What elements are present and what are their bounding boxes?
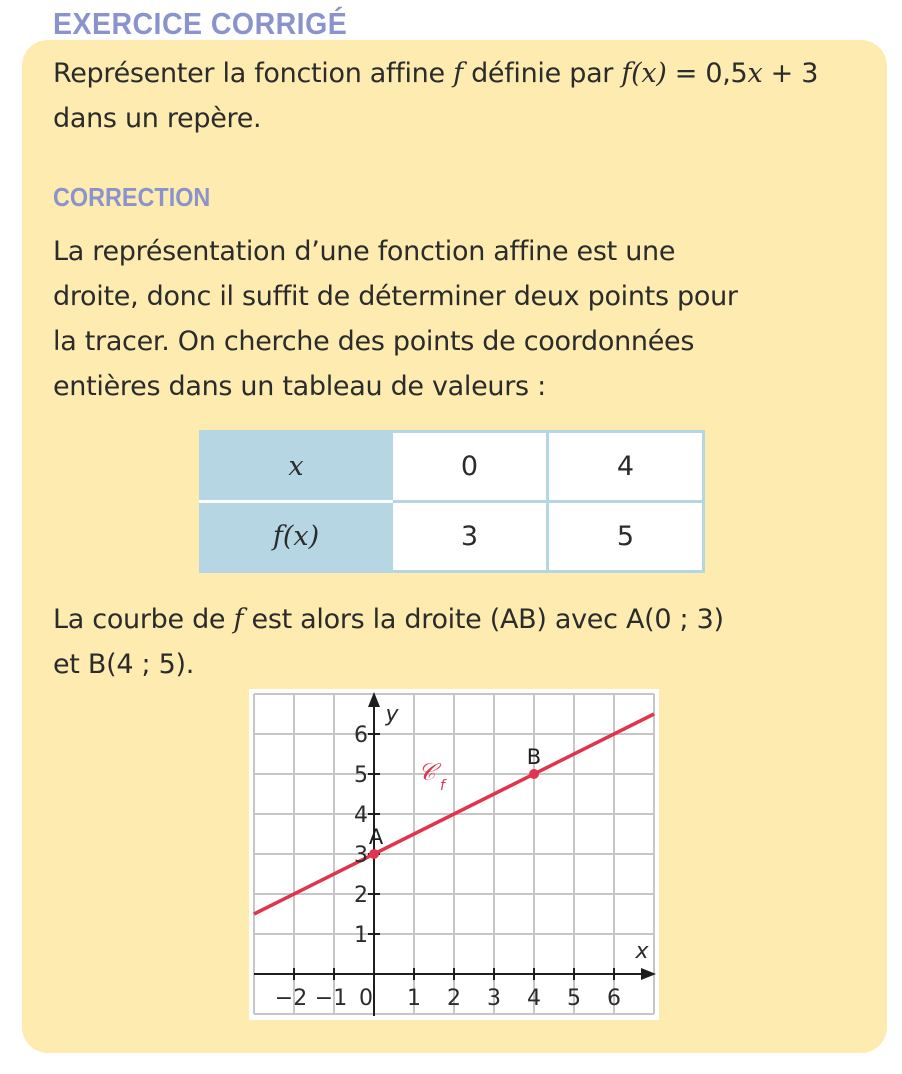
graph-frame bbox=[249, 689, 659, 1020]
x-tick-label: −2 bbox=[274, 986, 308, 1011]
point-b bbox=[529, 769, 539, 779]
table-cell: 5 bbox=[548, 502, 704, 572]
point-label-b: B bbox=[526, 745, 542, 769]
table-cell: 3 bbox=[392, 502, 548, 572]
table-header-x: x bbox=[201, 432, 392, 502]
x-tick-label: −1 bbox=[314, 986, 348, 1011]
correction-line: entières dans un tableau de valeurs : bbox=[53, 371, 546, 402]
x-tick-label: 2 bbox=[447, 986, 461, 1011]
y-tick-label: 3 bbox=[354, 843, 368, 868]
y-tick-label: 4 bbox=[354, 803, 368, 828]
point-a bbox=[369, 849, 379, 859]
x-tick-label: 6 bbox=[607, 986, 621, 1011]
point-label-a: A bbox=[368, 825, 384, 849]
x-axis-label: x bbox=[635, 939, 649, 964]
grid bbox=[254, 694, 654, 1014]
y-tick-label: 6 bbox=[354, 723, 368, 748]
table-cell: 4 bbox=[548, 432, 704, 502]
exercise-statement-line2: dans un repère. bbox=[53, 103, 262, 134]
y-tick-label: 2 bbox=[354, 883, 368, 908]
statement-text: = 0,5 bbox=[666, 58, 748, 89]
conclusion-line2: et B(4 ; 5). bbox=[53, 649, 194, 680]
x-tick-label: 5 bbox=[567, 986, 581, 1011]
conclusion bbox=[53, 598, 724, 642]
statement-text: Représenter la fonction affine bbox=[53, 58, 454, 89]
function-expression: f(x) bbox=[621, 58, 667, 89]
function-name: f bbox=[233, 604, 244, 635]
y-tick-label: 1 bbox=[354, 923, 368, 948]
labels bbox=[275, 702, 650, 1011]
table-row-fx bbox=[201, 502, 704, 572]
conclusion-text: La courbe de bbox=[53, 604, 234, 635]
x-tick-label: 0 bbox=[359, 986, 373, 1011]
function-name: f bbox=[453, 58, 463, 89]
curve-label: 𝒞 bbox=[418, 758, 436, 786]
x-tick-label: 4 bbox=[527, 986, 541, 1011]
correction-line: droite, donc il suffit de déterminer deux points pour bbox=[53, 281, 738, 312]
table-header-fx: f(x) bbox=[201, 502, 392, 572]
correction-subtitle: CORRECTION bbox=[53, 182, 211, 212]
values-table bbox=[199, 430, 705, 573]
statement-text: définie par bbox=[462, 58, 622, 89]
exercise-title: EXERCICE CORRIGÉ bbox=[53, 6, 348, 41]
y-axis-label: y bbox=[385, 702, 399, 727]
table-cell: 0 bbox=[392, 432, 548, 502]
correction-line: La représentation d’une fonction affine est une bbox=[53, 236, 676, 267]
conclusion-text: est alors la droite (AB) avec A(0 ; 3) bbox=[243, 604, 724, 635]
curve-label-subscript: f bbox=[440, 778, 445, 794]
statement-text: + 3 bbox=[762, 58, 819, 89]
y-tick-label: 5 bbox=[354, 763, 368, 788]
x-tick-label: 1 bbox=[407, 986, 421, 1011]
variable-x: x bbox=[747, 58, 763, 89]
table-row-x bbox=[201, 432, 704, 502]
x-tick-label: 3 bbox=[487, 986, 501, 1011]
correction-line: la tracer. On cherche des points de coordonnées bbox=[53, 326, 695, 357]
exercise-statement bbox=[53, 52, 818, 96]
function-graph bbox=[249, 689, 659, 1020]
